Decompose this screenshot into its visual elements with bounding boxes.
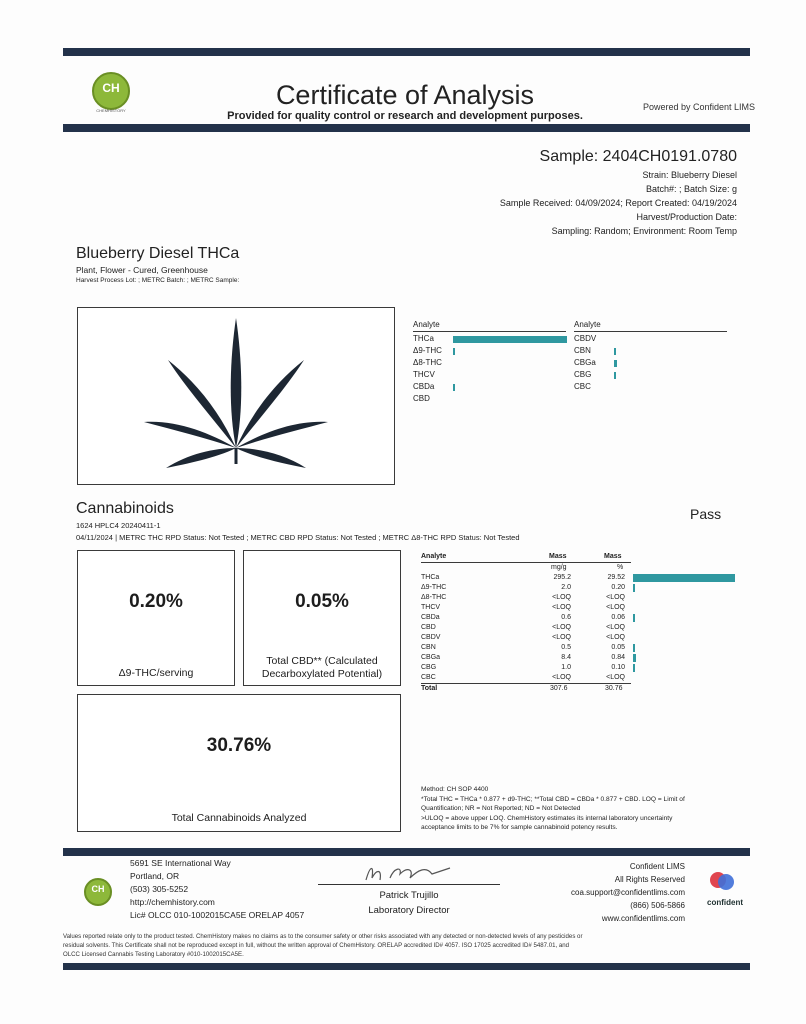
confident-logo bbox=[700, 872, 750, 912]
footer-top-rule bbox=[63, 848, 750, 856]
summary-row bbox=[413, 382, 566, 394]
summary-analyte-label: CBC bbox=[574, 382, 591, 391]
lab-address bbox=[130, 857, 304, 922]
lab-phone: (503) 305-5252 bbox=[130, 884, 189, 894]
confident-name: Confident LIMS bbox=[629, 862, 685, 871]
signer-title: Laboratory Director bbox=[368, 905, 450, 916]
tile-total-cbd-label-1: Total CBD** (Calculated bbox=[266, 655, 378, 667]
table-cell-mg: <LOQ bbox=[552, 674, 571, 681]
summary-analyte-label: Δ9-THC bbox=[413, 346, 442, 355]
table-cell-pct: <LOQ bbox=[606, 594, 625, 601]
table-row bbox=[421, 663, 737, 673]
summary-bar bbox=[453, 384, 455, 391]
sample-batch: Batch#: ; Batch Size: g bbox=[645, 184, 737, 194]
results-table bbox=[421, 552, 737, 697]
section-title-cannabinoids: Cannabinoids bbox=[76, 500, 174, 517]
sample-id: Sample: 2404CH0191.0780 bbox=[539, 148, 737, 165]
header-top-rule bbox=[63, 48, 750, 56]
table-row bbox=[421, 643, 737, 653]
table-cell-analyte: CBGa bbox=[421, 654, 441, 661]
footer-bottom-rule bbox=[63, 963, 750, 970]
summary-row bbox=[574, 358, 727, 370]
cannabis-leaf-icon bbox=[78, 308, 394, 484]
header-bottom-rule bbox=[63, 124, 750, 132]
table-cell-analyte: CBDV bbox=[421, 634, 441, 641]
unit-pct: % bbox=[617, 564, 624, 571]
table-cell-pct: <LOQ bbox=[606, 604, 625, 611]
table-cell-bar bbox=[633, 574, 735, 582]
confident-logo-text: confident bbox=[707, 898, 743, 907]
signature-line bbox=[318, 884, 500, 885]
table-row bbox=[421, 593, 737, 603]
table-row bbox=[421, 623, 737, 633]
table-cell-analyte: Δ9-THC bbox=[421, 584, 447, 591]
tile-total-cannabinoids bbox=[77, 694, 401, 832]
table-cell-mg: 2.0 bbox=[561, 584, 571, 591]
table-cell-pct: 0.10 bbox=[611, 664, 625, 671]
product-image bbox=[77, 307, 395, 485]
page-title: Certificate of Analysis bbox=[275, 80, 535, 110]
results-header-rule bbox=[421, 562, 631, 563]
table-row bbox=[421, 673, 737, 683]
table-cell-pct: <LOQ bbox=[606, 624, 625, 631]
table-cell-mg: <LOQ bbox=[552, 604, 571, 611]
summary-analyte-label: CBG bbox=[574, 370, 592, 379]
table-cell-bar bbox=[633, 664, 635, 672]
table-cell-mg: 0.5 bbox=[561, 644, 571, 651]
cannabinoids-result: Pass bbox=[690, 506, 722, 522]
logo-text: CH bbox=[102, 81, 120, 95]
table-cell-mg: 1.0 bbox=[561, 664, 571, 671]
confident-website[interactable]: www.confidentlims.com bbox=[601, 914, 685, 923]
address-line-1: 5691 SE International Way bbox=[130, 858, 231, 868]
table-cell-pct: 0.84 bbox=[611, 654, 625, 661]
sample-received: Sample Received: 04/09/2024; Report Created: 04/19/2024 bbox=[499, 198, 737, 208]
summary-row bbox=[413, 334, 566, 346]
table-cell-bar bbox=[633, 584, 635, 592]
disclaimer bbox=[63, 932, 753, 959]
confident-rights: All Rights Reserved bbox=[614, 875, 685, 884]
table-cell-pct: <LOQ bbox=[606, 674, 625, 681]
table-row bbox=[421, 603, 737, 613]
disclaimer-line-2: residual solvents. This Certificate shall not be reproduced except in full, without the written approval of ChemHistory. ORELAP accredited ID# 4057. ISO 17025 accredited ID# 5487.01, and bbox=[63, 942, 570, 949]
table-row bbox=[421, 573, 737, 583]
cannabinoids-method-line: 1624 HPLC4 20240411-1 bbox=[76, 521, 161, 530]
table-cell-analyte: CBC bbox=[421, 674, 436, 681]
summary-row bbox=[574, 370, 727, 382]
summary-header-rule-right bbox=[574, 331, 727, 332]
col-header-mass-mg: Mass bbox=[549, 553, 567, 560]
tile-total-cbd-label-2: Decarboxylated Potential) bbox=[261, 668, 383, 680]
tile-d9thc-serving bbox=[77, 550, 235, 686]
lab-license: Lic# OLCC 010-1002015CA5E ORELAP 4057 bbox=[130, 910, 305, 920]
table-cell-mg: <LOQ bbox=[552, 634, 571, 641]
product-type: Plant, Flower - Cured, Greenhouse bbox=[76, 265, 208, 275]
summary-row bbox=[413, 346, 566, 358]
notes-line3: >ULOQ = above upper LOQ. ChemHistory estimates its internal laboratory uncertainty bbox=[421, 814, 673, 822]
table-cell-analyte: CBDa bbox=[421, 614, 440, 621]
summary-analyte-label: Δ8-THC bbox=[413, 358, 442, 367]
notes-line4: acceptance limits to be 7% for sample cannabinoid potency results. bbox=[421, 824, 618, 831]
summary-header-right: Analyte bbox=[574, 320, 601, 329]
product-lots: Harvest Process Lot: ; METRC Batch: ; METRC Sample: bbox=[76, 277, 240, 284]
col-header-analyte: Analyte bbox=[421, 553, 447, 560]
notes-line2: Quantification; NR = Not Reported; ND = Not Detected bbox=[421, 805, 581, 812]
table-row bbox=[421, 583, 737, 593]
summary-bar bbox=[453, 336, 567, 343]
summary-bar bbox=[614, 372, 616, 379]
signature-image bbox=[360, 860, 460, 886]
method-notes bbox=[421, 785, 751, 833]
summary-row bbox=[413, 394, 566, 406]
table-cell-pct: 0.06 bbox=[611, 614, 625, 621]
summary-row bbox=[413, 370, 566, 382]
table-row bbox=[421, 653, 737, 663]
summary-bar bbox=[614, 348, 616, 355]
table-row bbox=[421, 613, 737, 623]
disclaimer-line-1: Values reported relate only to the product tested. ChemHistory makes no claims as to the consumer safety or other risks associated with any detected or non-detected levels of any pesticides or bbox=[63, 933, 583, 940]
summary-row bbox=[574, 382, 727, 394]
table-cell-bar bbox=[633, 654, 636, 662]
summary-row bbox=[574, 346, 727, 358]
summary-bar bbox=[453, 348, 455, 355]
tile-total-cbd bbox=[243, 550, 401, 686]
table-cell-mg: <LOQ bbox=[552, 594, 571, 601]
table-cell-pct: 0.05 bbox=[611, 644, 625, 651]
sample-harvest: Harvest/Production Date: bbox=[636, 212, 737, 222]
chemhistory-logo bbox=[88, 70, 132, 114]
summary-analyte-label: CBD bbox=[413, 394, 430, 403]
summary-bar bbox=[614, 360, 617, 367]
col-header-mass-pct: Mass bbox=[604, 553, 622, 560]
total-analyte: Total bbox=[421, 685, 438, 692]
address-line-2: Portland, OR bbox=[130, 871, 180, 881]
sample-strain: Strain: Blueberry Diesel bbox=[642, 170, 737, 180]
summary-row bbox=[413, 358, 566, 370]
table-cell-bar bbox=[633, 614, 635, 622]
table-cell-mg: 8.4 bbox=[561, 654, 571, 661]
signer-name: Patrick Trujillo bbox=[379, 890, 439, 901]
confident-phone: (866) 506-5866 bbox=[630, 901, 685, 910]
sample-info bbox=[400, 146, 737, 238]
footer-logo-text: CH bbox=[91, 884, 105, 894]
table-cell-pct: 29.52 bbox=[607, 574, 625, 581]
table-cell-mg: <LOQ bbox=[552, 624, 571, 631]
table-cell-bar bbox=[633, 644, 635, 652]
footer-logo bbox=[82, 878, 112, 912]
table-cell-analyte: CBG bbox=[421, 664, 437, 671]
summary-chart bbox=[413, 320, 733, 410]
table-cell-analyte: Δ8-THC bbox=[421, 594, 447, 601]
cannabinoids-status-line: 04/11/2024 | METRC THC RPD Status: Not Tested ; METRC CBD RPD Status: Not Tested ; METRC Δ8-THC RPD Status: Not Tested bbox=[76, 533, 520, 542]
powered-by: Powered by Confident LIMS bbox=[642, 102, 755, 112]
summary-header-left: Analyte bbox=[413, 320, 440, 329]
total-mg: 307.6 bbox=[550, 685, 568, 692]
sample-sampling: Sampling: Random; Environment: Room Temp bbox=[551, 226, 737, 236]
table-cell-analyte: THCa bbox=[421, 574, 440, 581]
table-cell-pct: <LOQ bbox=[606, 634, 625, 641]
lab-website[interactable]: http://chemhistory.com bbox=[130, 897, 215, 907]
logo-subtext: CHEMHISTORY bbox=[96, 108, 126, 113]
notes-line1: *Total THC = THCa * 0.877 + d9-THC; **Total CBD = CBDa * 0.877 + CBD. LOQ = Limit of bbox=[421, 795, 685, 803]
summary-analyte-label: CBDV bbox=[574, 334, 597, 343]
table-cell-analyte: THCV bbox=[421, 604, 441, 611]
summary-analyte-label: THCa bbox=[413, 334, 434, 343]
table-row bbox=[421, 633, 737, 643]
summary-row bbox=[574, 334, 727, 346]
table-cell-analyte: CBD bbox=[421, 624, 436, 631]
unit-mg: mg/g bbox=[551, 564, 567, 571]
confident-info bbox=[520, 860, 685, 925]
table-cell-mg: 295.2 bbox=[553, 574, 571, 581]
summary-analyte-label: CBDa bbox=[413, 382, 435, 391]
tile-d9thc-value: 0.20% bbox=[129, 591, 183, 612]
product-name: Blueberry Diesel THCa bbox=[76, 245, 240, 262]
table-cell-pct: 0.20 bbox=[611, 584, 625, 591]
summary-analyte-label: CBGa bbox=[574, 358, 596, 367]
page-subtitle: Provided for quality control or research and development purposes. bbox=[227, 110, 583, 122]
table-cell-analyte: CBN bbox=[421, 644, 436, 651]
table-cell-mg: 0.6 bbox=[561, 614, 571, 621]
results-total-rule bbox=[421, 683, 631, 684]
summary-header-rule-left bbox=[413, 331, 566, 332]
tile-d9thc-label: Δ9-THC/serving bbox=[118, 667, 194, 679]
summary-analyte-label: THCV bbox=[413, 370, 435, 379]
summary-analyte-label: CBN bbox=[574, 346, 591, 355]
tile-total-cannabinoids-label: Total Cannabinoids Analyzed bbox=[171, 812, 307, 824]
tile-total-cbd-value: 0.05% bbox=[295, 591, 349, 612]
disclaimer-line-3: OLCC Licensed Cannabis Testing Laboratory #010-1002015CA5E. bbox=[63, 951, 244, 958]
tile-total-cannabinoids-value: 30.76% bbox=[206, 735, 272, 756]
total-pct: 30.76 bbox=[605, 685, 623, 692]
notes-method: Method: CH SOP 4400 bbox=[421, 786, 489, 793]
confident-email[interactable]: coa.support@confidentlims.com bbox=[571, 888, 685, 897]
